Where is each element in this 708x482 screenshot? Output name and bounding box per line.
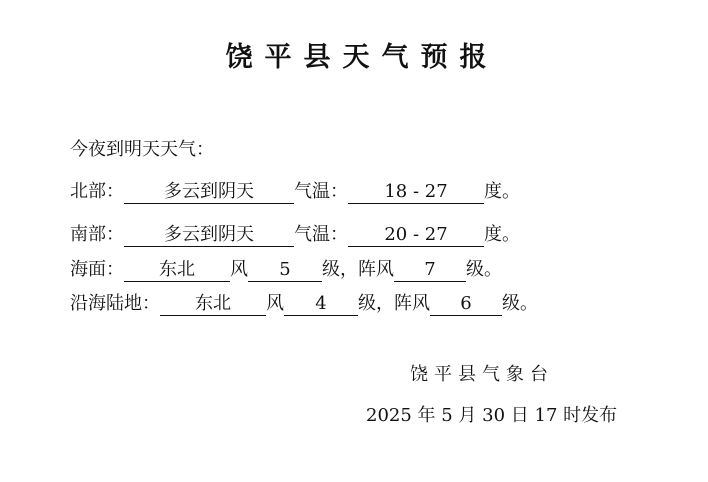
- page-title: 饶平县天气预报: [225, 42, 499, 73]
- issuing-agency: 饶平县气象台: [410, 364, 554, 385]
- coast-wind-label: 风: [266, 293, 284, 314]
- sea-gust-level: 7: [394, 260, 466, 282]
- sea-wind-direction: 东北: [124, 260, 230, 282]
- coast-wind-level: 4: [284, 294, 358, 316]
- south-temp: 20 - 27: [348, 225, 484, 247]
- coast-wind-direction: 东北: [160, 294, 266, 316]
- sea-forecast-line: [70, 258, 502, 282]
- south-temp-unit: 度。: [484, 224, 520, 245]
- forecast-intro: 今夜到明天天气：: [70, 139, 214, 160]
- sea-level-label: 级，阵风: [322, 259, 394, 280]
- north-label: 北部：: [70, 181, 124, 202]
- south-label: 南部：: [70, 224, 124, 245]
- coast-forecast-line: [70, 292, 538, 316]
- sea-gust-unit: 级。: [466, 259, 502, 280]
- south-forecast-line: [70, 223, 520, 247]
- north-temp-unit: 度。: [484, 181, 520, 202]
- north-forecast-line: [70, 180, 520, 204]
- sea-wind-level: 5: [248, 260, 322, 282]
- issue-date: 2025 年 5 月 30 日 17 时发布: [366, 405, 618, 426]
- sea-wind-label: 风: [230, 259, 248, 280]
- coast-label: 沿海陆地：: [70, 293, 160, 314]
- north-weather: 多云到阴天: [124, 182, 294, 204]
- south-temp-label: 气温：: [294, 224, 348, 245]
- sea-label: 海面：: [70, 259, 124, 280]
- north-temp-label: 气温：: [294, 181, 348, 202]
- coast-level-label: 级，阵风: [358, 293, 430, 314]
- coast-gust-level: 6: [430, 294, 502, 316]
- coast-gust-unit: 级。: [502, 293, 538, 314]
- north-temp: 18 - 27: [348, 182, 484, 204]
- south-weather: 多云到阴天: [124, 225, 294, 247]
